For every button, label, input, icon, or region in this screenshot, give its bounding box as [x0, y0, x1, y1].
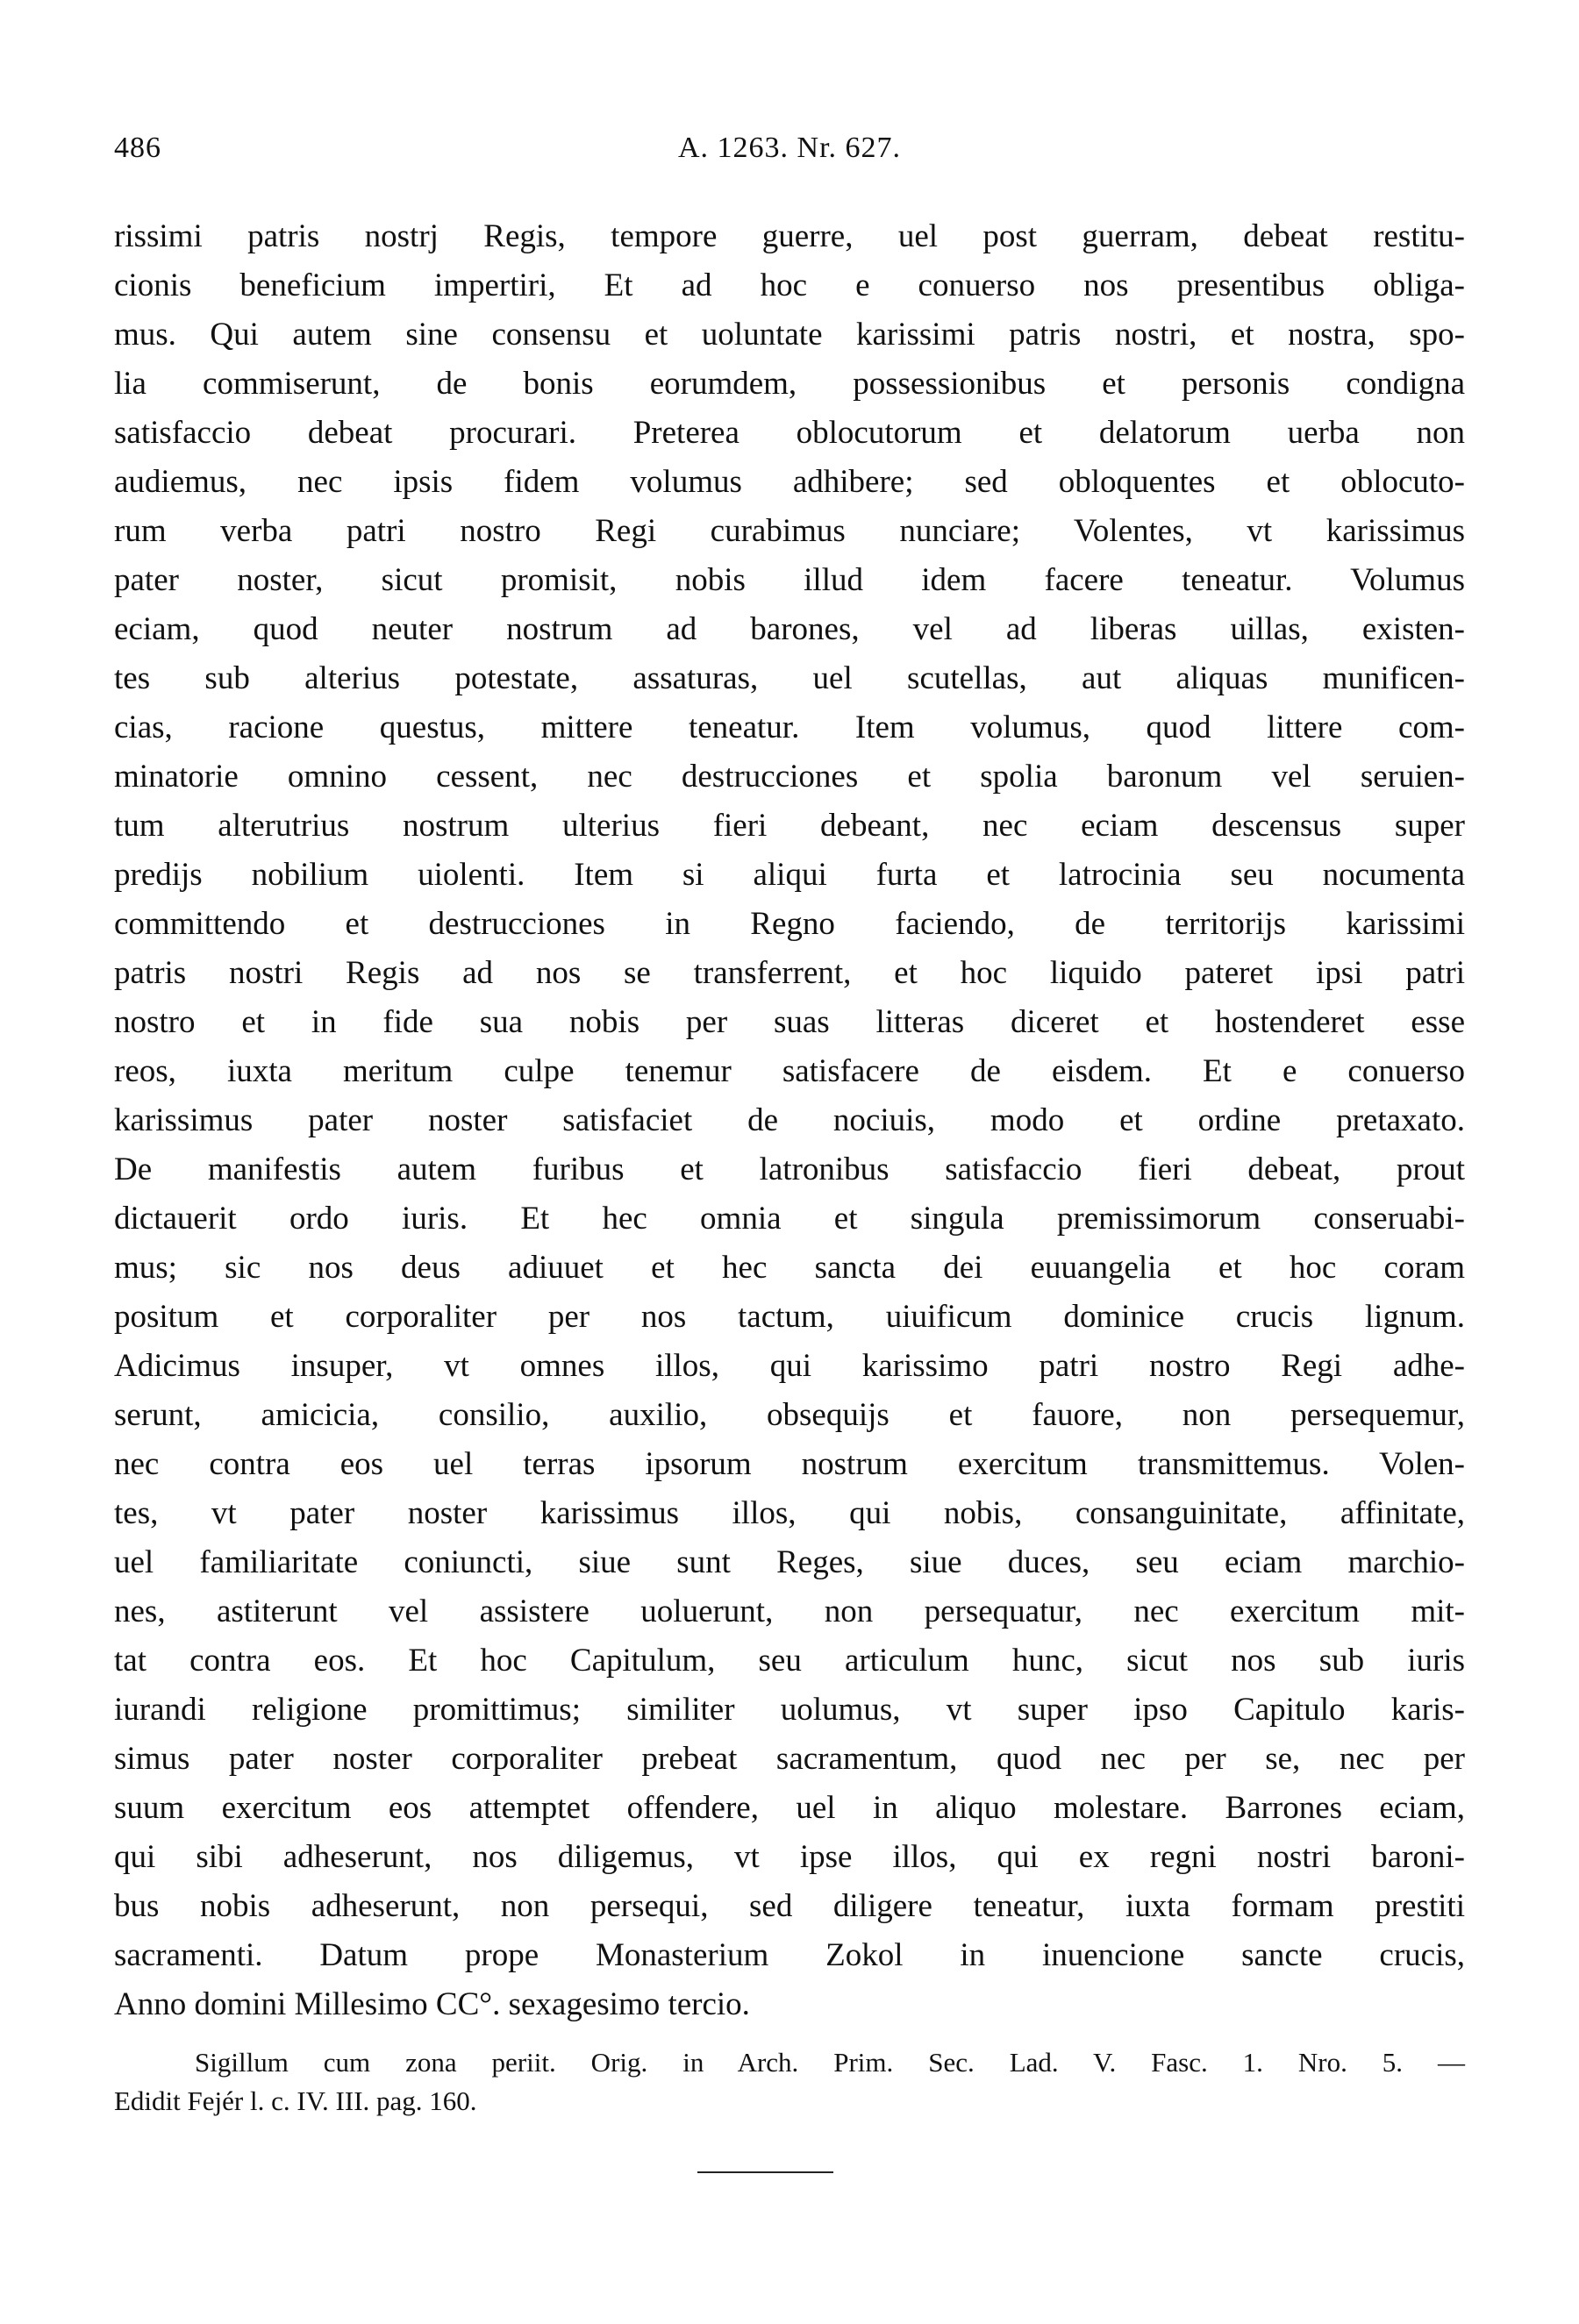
end-rule — [697, 2171, 833, 2173]
text-line: mus; sic nos deus adiuuet et hec sancta dei euuangelia et hoc coram — [114, 1250, 1465, 1286]
text-line: mus. Qui autem sine consensu et uoluntate karissimi patris nostri, et nostra, spo- — [114, 317, 1465, 353]
text-line: karissimus pater noster satisfaciet de nociuis, modo et ordine pretaxato. — [114, 1102, 1465, 1138]
text-line: uel familiaritate coniuncti, siue sunt Reges, siue duces, seu eciam marchio- — [114, 1544, 1465, 1580]
text-line: suum exercitum eos attemptet offendere, uel in aliquo molestare. Barrones eciam, — [114, 1790, 1465, 1826]
text-line: simus pater noster corporaliter prebeat sacramentum, quod nec per se, nec per — [114, 1741, 1465, 1777]
text-line: Anno domini Millesimo CC°. sexagesimo tercio. — [114, 1986, 750, 2022]
text-line: nes, astiterunt vel assistere uoluerunt, non persequatur, nec exercitum mit- — [114, 1593, 1465, 1629]
text-line: tat contra eos. Et hoc Capitulum, seu articulum hunc, sicut nos sub iuris — [114, 1643, 1465, 1679]
text-line: Adicimus insuper, vt omnes illos, qui karissimo patri nostro Regi adhe- — [114, 1348, 1465, 1384]
text-line: committendo et destrucciones in Regno faciendo, de territorijs karissimi — [114, 906, 1465, 942]
text-line: tes sub alterius potestate, assaturas, uel scutellas, aut aliquas munificen- — [114, 660, 1465, 696]
text-line: reos, iuxta meritum culpe tenemur satisfacere de eisdem. Et e conuerso — [114, 1053, 1465, 1089]
text-line: nostro et in fide sua nobis per suas litteras diceret et hostenderet esse — [114, 1004, 1465, 1040]
text-line: rum verba patri nostro Regi curabimus nunciare; Volentes, vt karissimus — [114, 513, 1465, 549]
text-line: minatorie omnino cessent, nec destrucciones et spolia baronum vel seruien- — [114, 759, 1465, 795]
text-line: qui sibi adheserunt, nos diligemus, vt ipse illos, qui ex regni nostri baroni- — [114, 1839, 1465, 1875]
text-line: lia commiserunt, de bonis eorumdem, possessionibus et personis condigna — [114, 366, 1465, 402]
source-note — [114, 2043, 1465, 2121]
text-line: serunt, amicicia, consilio, auxilio, obsequijs et fauore, non persequemur, — [114, 1397, 1465, 1433]
source-note-line: Edidit Fejér l. c. IV. III. pag. 160. — [114, 2085, 477, 2116]
text-line: tum alterutrius nostrum ulterius fieri debeant, nec eciam descensus super — [114, 808, 1465, 844]
source-note-line: Sigillum cum zona periit. Orig. in Arch. Prim. Sec. Lad. V. Fasc. 1. Nro. 5. — — [195, 2047, 1465, 2078]
text-line: satisfaccio debeat procurari. Preterea oblocutorum et delatorum uerba non — [114, 415, 1465, 451]
text-line: bus nobis adheserunt, non persequi, sed diligere teneatur, iuxta formam prestiti — [114, 1888, 1465, 1924]
text-line: audiemus, nec ipsis fidem volumus adhibere; sed obloquentes et oblocuto- — [114, 464, 1465, 500]
text-line: sacramenti. Datum prope Monasterium Zokol in inuencione sancte crucis, — [114, 1937, 1465, 1973]
text-line: cias, racione questus, mittere teneatur. Item volumus, quod littere com- — [114, 709, 1465, 745]
text-line: pater noster, sicut promisit, nobis illud idem facere teneatur. Volumus — [114, 562, 1465, 598]
text-line: eciam, quod neuter nostrum ad barones, vel ad liberas uillas, existen- — [114, 611, 1465, 647]
text-line: dictauerit ordo iuris. Et hec omnia et singula premissimorum conseruabi- — [114, 1201, 1465, 1237]
text-line: predijs nobilium uiolenti. Item si aliqui furta et latrocinia seu nocumenta — [114, 857, 1465, 893]
text-line: tes, vt pater noster karissimus illos, qui nobis, consanguinitate, affinitate, — [114, 1495, 1465, 1531]
text-line: patris nostri Regis ad nos se transferrent, et hoc liquido pateret ipsi patri — [114, 955, 1465, 991]
text-line: iurandi religione promittimus; similiter uolumus, vt super ipso Capitulo karis- — [114, 1692, 1465, 1728]
text-line: rissimi patris nostrj Regis, tempore guerre, uel post guerram, debeat restitu- — [114, 218, 1465, 254]
running-head: A. 1263. Nr. 627. — [677, 132, 902, 164]
page-number: 486 — [114, 132, 161, 164]
text-line: positum et corporaliter per nos tactum, uiuificum dominice crucis lignum. — [114, 1299, 1465, 1335]
text-line: cionis beneficium impertiri, Et ad hoc e conuerso nos presentibus obliga- — [114, 267, 1465, 303]
text-line: De manifestis autem furibus et latronibus satisfaccio fieri debeat, prout — [114, 1151, 1465, 1187]
charter-text — [114, 212, 1465, 2029]
text-line: nec contra eos uel terras ipsorum nostrum exercitum transmittemus. Volen- — [114, 1446, 1465, 1482]
